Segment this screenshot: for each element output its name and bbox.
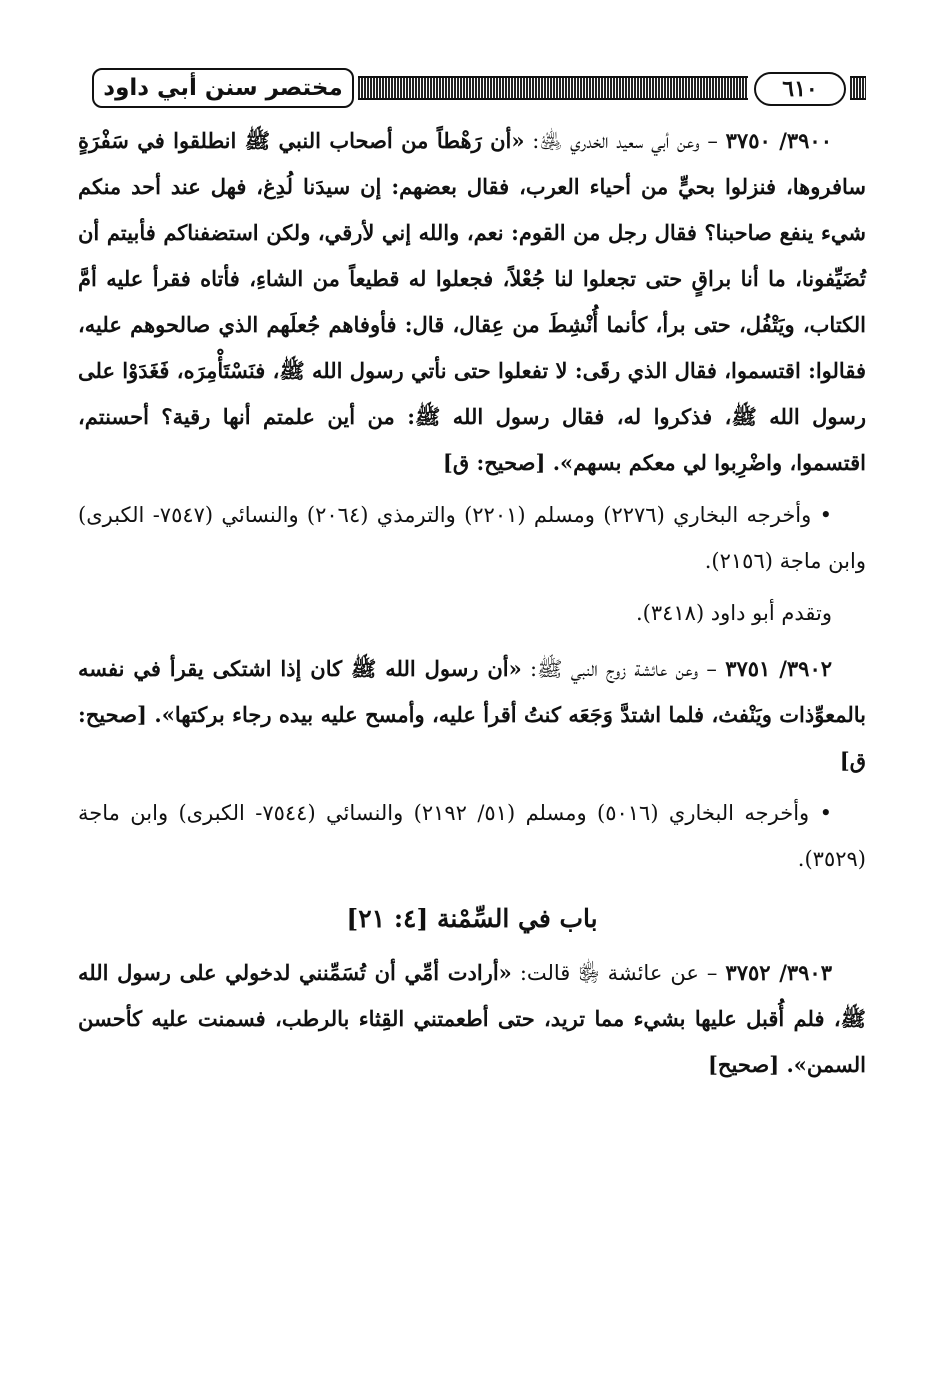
hadith-text: «أن رَهْطاً من أصحاب النبي ﷺ انطلقوا في سَفْرَةٍ سافروها، فنزلوا بحيٍّ من أحياء العرب، فقال بعضهم: إن سيدَنا لُدِغ، فهل عند أحد منكم شيء ينفع صاحبنا؟ فقال رجل من القوم: نعم، والله إني لأرقي، ولكن استضفناكم فأبيتم أن تُضَيِّفونا، ما أنا براقٍ حتى تجعلوا لنا جُعْلاً، فجعلوا له قطيعاً من الشاءِ، فأتاه فقرأ عليه أمَّ الكتاب، ويَتْفُل، حتى برأ، كأنما أُنْشِطَ من عِقال، قال: فأوفاهم جُعلَهم الذي صالحوهم عليه، فقالوا: اقتسموا، فقال الذي رقَى: لا تفعلوا حتى نأتي رسول الله ﷺ، فنَسْتَأْمِرَه، فَغَدَوْا على رسول الله ﷺ، فذكروا له، فقال رسول الله ﷺ: من أين علمتم أنها رقية؟ أحسنتم، اقتسموا، واضْرِبوا لي معكم بسهم». <box>78 128 866 475</box>
hadith-number: ٣٩٠٢/ ٣٧٥١ <box>725 656 833 681</box>
hadith-3903 <box>78 950 866 1088</box>
hadith-narrator-intro: – وعن عائشة زوج النبي ﷺ: <box>521 657 726 681</box>
hadith-grade: [صحيح: ق] <box>442 450 553 475</box>
hadith-grade: [صحيح: ق] <box>78 702 866 773</box>
book-title: مختصر سنن أبي داود <box>92 68 354 108</box>
header-decorative-band <box>358 76 748 100</box>
page-content <box>78 118 866 1088</box>
hadith-narrator-intro: – عن عائشة ﵂ قالت: <box>511 961 726 985</box>
page-header <box>92 68 866 112</box>
hadith-text: «أرادت أمِّي أن تُسَمِّنني لدخولي على رسول الله ﷺ، فلم أُقبل عليها بشيء مما تريد، حتى أطعمتني القِثاء بالرطب، فسمنت عليه كأحسن السمن». <box>78 960 866 1077</box>
hadith-number: ٣٩٠٣/ ٣٧٥٢ <box>725 960 832 985</box>
page-number: ٦١٠ <box>754 72 846 106</box>
takhrij-3900: • وأخرجه البخاري (٢٢٧٦) ومسلم (٢٢٠١) والترمذي (٢٠٦٤) والنسائي (٧٥٤٧- الكبرى) وابن ماجة (٢١٥٦). <box>78 503 866 573</box>
hadith-3902 <box>78 646 866 784</box>
chapter-heading: باب في السِّمْنة [٤: ٢١] <box>346 904 598 933</box>
hadith-number: ٣٩٠٠/ ٣٧٥٠ <box>725 128 832 153</box>
hadith-3900 <box>78 118 866 486</box>
header-decorative-band-end <box>850 76 866 100</box>
hadith-narrator-intro: – وعن أبي سعيد الخدري ﵁: <box>524 129 726 153</box>
cross-reference-note: وتقدم أبو داود (٣٤١٨). <box>635 601 832 625</box>
takhrij-3902: • وأخرجه البخاري (٥٠١٦) ومسلم (٥١/ ٢١٩٢) والنسائي (٧٥٤٤- الكبرى) وابن ماجة (٣٥٢٩). <box>78 801 866 871</box>
hadith-grade: [صحيح] <box>708 1052 787 1077</box>
hadith-text: «أن رسول الله ﷺ كان إذا اشتكى يقرأ في نفسه بالمعوِّذات ويَنْفث، فلما اشتدَّ وَجَعَه كنتُ أقرأ عليه، وأمسح عليه بيده رجاء بركتها». <box>78 656 866 727</box>
